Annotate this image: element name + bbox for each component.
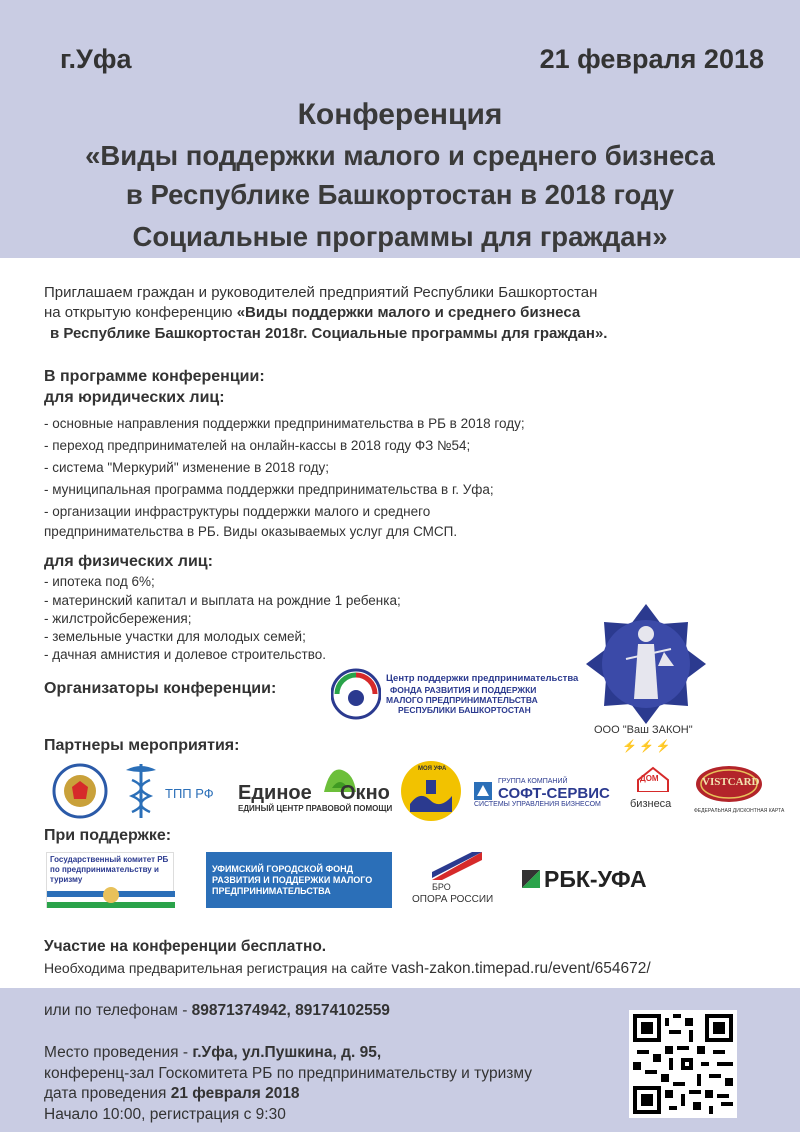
center-line-4: РЕСПУБЛИКИ БАШКОРТОСТАН bbox=[398, 705, 531, 715]
moya-ufa-logo bbox=[400, 760, 462, 822]
lightning-icons: ⚡⚡⚡ bbox=[622, 739, 673, 753]
partners-heading: Партнеры мероприятия: bbox=[44, 737, 240, 754]
hall-line: конференц-зал Госкомитета РБ по предпринимательству и туризму bbox=[44, 1065, 532, 1082]
physical-item: - ипотека под 6%; bbox=[44, 574, 155, 589]
organizers-heading: Организаторы конференции: bbox=[44, 680, 277, 697]
biznesa-label: бизнеса bbox=[630, 798, 672, 810]
support-heading: При поддержке: bbox=[44, 827, 172, 844]
soft-service-logo bbox=[474, 778, 620, 808]
soft-name: СОФТ-СЕРВИС bbox=[498, 785, 610, 802]
date-prefix: дата проведения bbox=[44, 1085, 171, 1102]
physical-item: - жилстройсбережения; bbox=[44, 611, 192, 626]
legal-item: - основные направления поддержки предпринимательства в РБ в 2018 году; bbox=[44, 416, 525, 431]
physical-item: - земельные участки для молодых семей; bbox=[44, 629, 306, 644]
legal-item: - муниципальная программа поддержки предпринимательства в г. Уфа; bbox=[44, 482, 494, 497]
footer-date: 21 февраля 2018 bbox=[170, 1085, 300, 1102]
tax-service-logo bbox=[52, 763, 108, 819]
vistcard-logo bbox=[694, 764, 785, 818]
event-date: 21 февраля 2018 bbox=[539, 44, 764, 74]
edinoe-okno-logo bbox=[236, 762, 392, 818]
phones: 89871374942, 89174102559 bbox=[191, 1002, 390, 1019]
center-line-3: МАЛОГО ПРЕДПРИНИМАТЕЛЬСТВА bbox=[386, 695, 538, 705]
program-heading: В программе конференции: bbox=[44, 368, 265, 385]
soft-group-label: ГРУППА КОМПАНИЙ bbox=[498, 778, 568, 785]
header-band bbox=[0, 0, 800, 258]
opora-rossii-logo bbox=[412, 852, 504, 910]
registration-link[interactable]: vash-zakon.timepad.ru/event/654672/ bbox=[391, 960, 651, 977]
center-line-1: Центр поддержки предпринимательства bbox=[386, 673, 579, 684]
phones-prefix: или по телефонам - bbox=[44, 1002, 192, 1019]
phones-line bbox=[44, 1002, 390, 1020]
page-title: Конференция bbox=[297, 98, 503, 131]
rbk-label: РБК-УФА bbox=[544, 866, 647, 892]
venue-line bbox=[44, 1044, 381, 1062]
physical-item: - материнский капитал и выплата на рождние 1 ребенка; bbox=[44, 593, 401, 608]
center-line-2: ФОНДА РАЗВИТИЯ И ПОДДЕРЖКИ bbox=[390, 685, 537, 695]
registration-text bbox=[44, 960, 651, 978]
venue: г.Уфа, ул.Пушкина, д. 95, bbox=[192, 1044, 382, 1061]
rbk-ufa-logo bbox=[522, 866, 672, 896]
vistcard-subtitle: ФЕДЕРАЛЬНАЯ ДИСКОНТНАЯ КАРТА bbox=[694, 808, 785, 814]
dom-biznesa-logo bbox=[630, 766, 682, 814]
okno-subtitle: ЕДИНЫЙ ЦЕНТР ПРАВОВОЙ ПОМОЩИ bbox=[238, 804, 393, 813]
physical-heading: для физических лиц: bbox=[44, 553, 213, 570]
legal-item: предпринимательства в РБ. Виды оказываемых услуг для СМСП. bbox=[44, 524, 458, 539]
moya-ufa-label: МОЯ УФА bbox=[418, 766, 447, 772]
tpp-caduceus-icon bbox=[124, 760, 158, 820]
soft-subtitle: СИСТЕМЫ УПРАВЛЕНИЯ БИЗНЕСОМ bbox=[474, 801, 601, 808]
ufa-fond-logo bbox=[206, 852, 392, 908]
okno-word-2: Окно bbox=[340, 782, 390, 804]
free-participation: Участие на конференции бесплатно. bbox=[44, 938, 327, 955]
subtitle-line-2: в Республике Башкортостан в 2018 году bbox=[125, 179, 675, 210]
registration-prefix: Необходима предварительная регистрация на сайте bbox=[44, 960, 392, 976]
vistcard-label: VISTCARD bbox=[702, 776, 760, 788]
vash-zakon-logo bbox=[586, 604, 706, 724]
physical-item: - дачная амнистия и долевое строительство. bbox=[44, 647, 326, 662]
city: г.Уфа bbox=[60, 44, 132, 74]
legal-item: - организации инфраструктуры поддержки малого и среднего bbox=[44, 504, 431, 519]
goskomitet-logo bbox=[46, 852, 174, 908]
invite-line-2-prefix: на открытую конференцию bbox=[44, 304, 237, 321]
invite-line-2-bold: «Виды поддержки малого и среднего бизнеса bbox=[236, 304, 581, 321]
legal-item: - система "Меркурий" изменение в 2018 году; bbox=[44, 460, 330, 475]
invite-line-2 bbox=[44, 304, 580, 321]
date-line bbox=[44, 1085, 300, 1103]
venue-prefix: Место проведения - bbox=[44, 1044, 193, 1061]
invite-line-3: в Республике Башкортостан 2018г. Социальные программы для граждан». bbox=[50, 325, 608, 342]
opora-label: ОПОРА РОССИИ bbox=[412, 894, 494, 905]
ufa-fond-label: УФИМСКИЙ ГОРОДСКОЙ ФОНД РАЗВИТИЯ И ПОДДЕРЖКИ МАЛОГО ПРЕДПРИНИМАТЕЛЬСТВА bbox=[212, 864, 373, 896]
invite-line-1: Приглашаем граждан и руководителей предприятий Республики Башкортостан bbox=[44, 284, 598, 301]
center-support-logo bbox=[331, 668, 381, 720]
okno-word-1: Единое bbox=[238, 782, 312, 804]
dom-label: ДОМ bbox=[640, 774, 659, 783]
start-line: Начало 10:00, регистрация с 9:30 bbox=[44, 1106, 286, 1123]
tpp-label: ТПП РФ bbox=[165, 786, 214, 801]
goskomitet-label: Государственный комитет РБ по предпринимательству и туризму bbox=[50, 855, 169, 884]
legal-item: - переход предпринимателей на онлайн-кассы в 2018 году ФЗ №54; bbox=[44, 438, 471, 453]
subtitle-line-3: Социальные программы для граждан» bbox=[132, 221, 668, 252]
legal-heading: для юридических лиц: bbox=[44, 389, 225, 406]
vash-zakon-label: ООО "Ваш ЗАКОН" bbox=[594, 724, 693, 736]
opora-bro-label: БРО bbox=[432, 882, 451, 892]
subtitle-line-1: «Виды поддержки малого и среднего бизнеса bbox=[85, 140, 715, 171]
qr-code[interactable] bbox=[629, 1010, 737, 1118]
